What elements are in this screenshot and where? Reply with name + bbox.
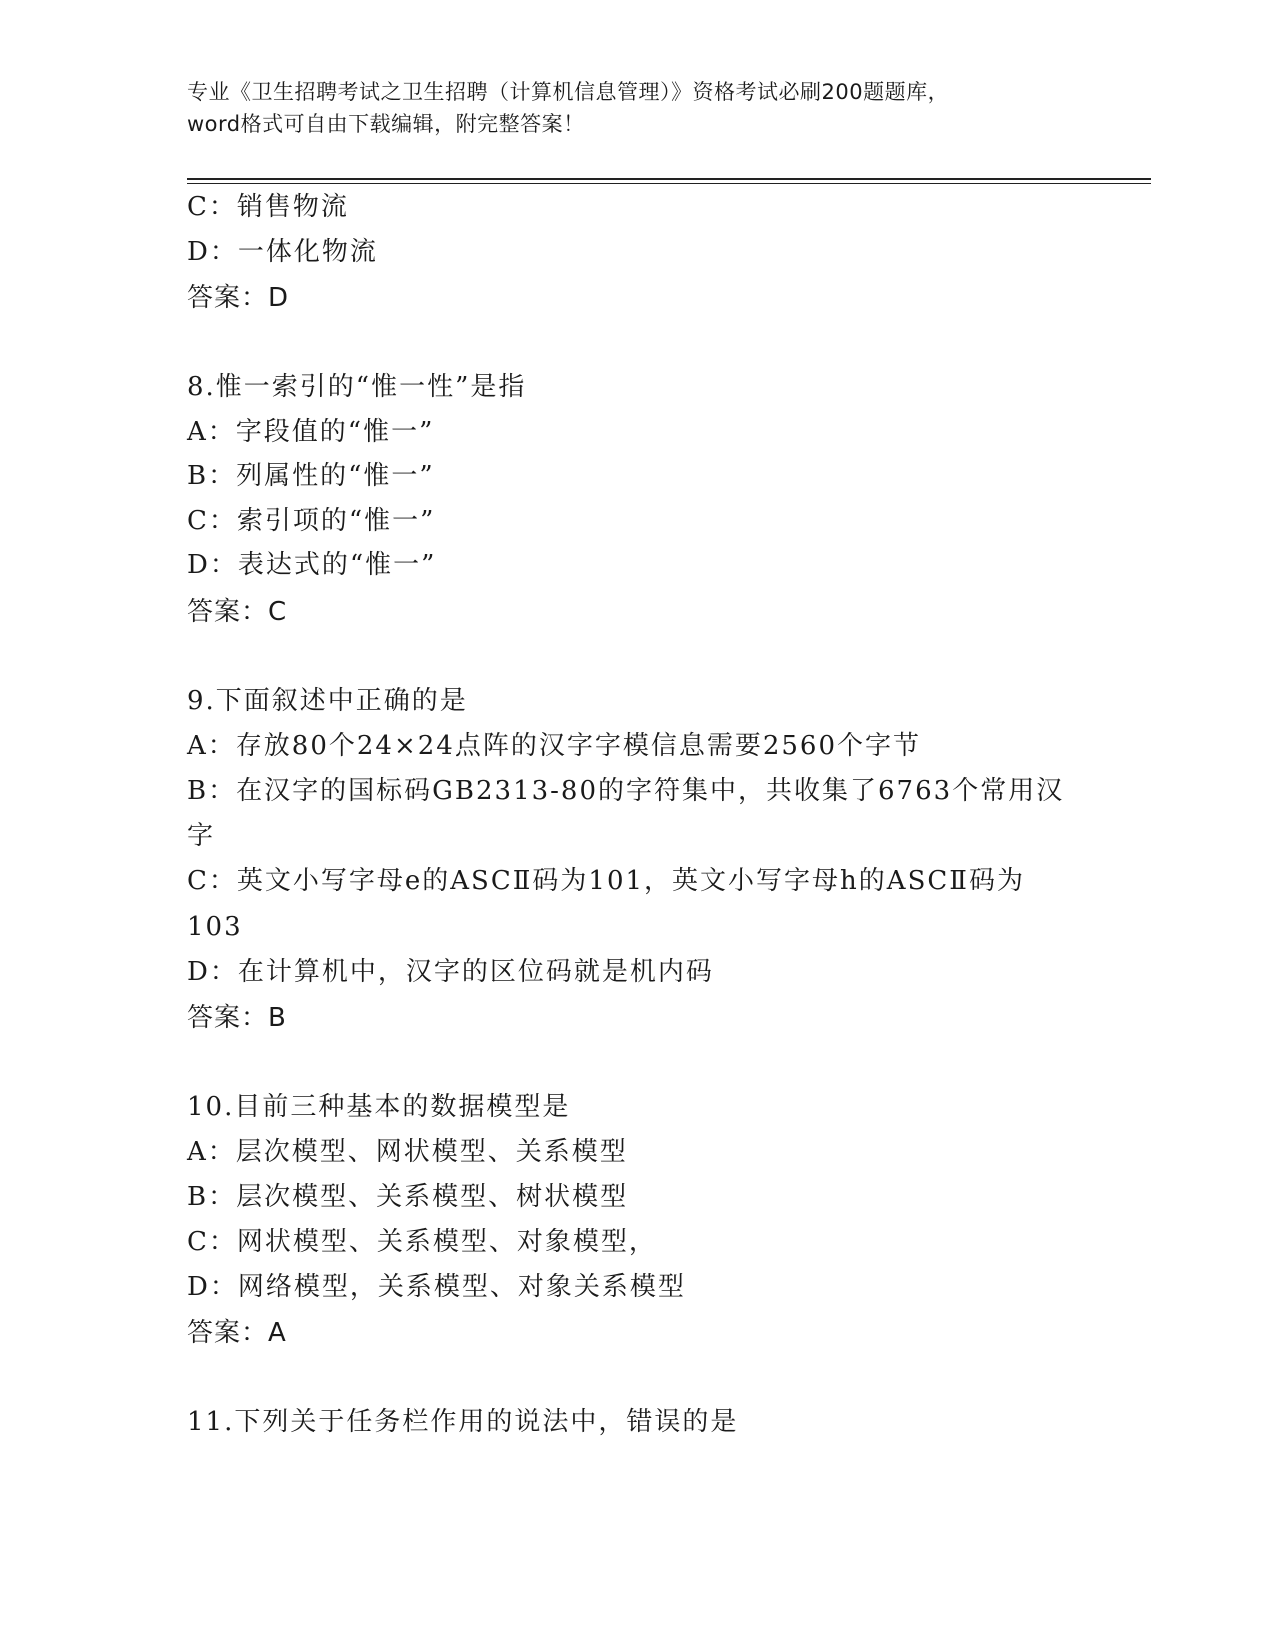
q8-option-d: D：表达式的“惟一”	[187, 550, 437, 580]
document-header	[187, 76, 1087, 140]
q7-answer: 答案：D	[187, 283, 290, 313]
q8-option-c: C：索引项的“惟一”	[187, 506, 436, 536]
q8-question: 8.惟一索引的“惟一性”是指	[187, 372, 527, 402]
q11-question: 11.下列关于任务栏作用的说法中，错误的是	[187, 1407, 739, 1437]
q10-option-c: C：网状模型、关系模型、对象模型，	[187, 1227, 657, 1257]
q10-option-a: A：层次模型、网状模型、关系模型	[187, 1137, 628, 1167]
q7-option-d: D：一体化物流	[187, 237, 378, 267]
q9-option-a: A：存放80个24×24点阵的汉字字模信息需要2560个字节	[187, 731, 921, 761]
q9-option-b-line-1: B：在汉字的国标码GB2313-80的字符集中，共收集了6763个常用汉	[187, 776, 1065, 806]
q10-question: 10.目前三种基本的数据模型是	[187, 1092, 571, 1122]
q9-option-c-line-1: C：英文小写字母e的ASCⅡ码为101，英文小写字母h的ASCⅡ码为	[187, 866, 1025, 896]
q10-option-d: D：网络模型，关系模型、对象关系模型	[187, 1272, 686, 1302]
q10-option-b: B：层次模型、关系模型、树状模型	[187, 1182, 629, 1212]
header-divider-thick	[187, 178, 1151, 180]
q9-option-c-line-2: 103	[187, 912, 243, 942]
q8-option-b: B：列属性的“惟一”	[187, 461, 435, 491]
q9-answer: 答案：B	[187, 1003, 287, 1033]
q10-answer: 答案：A	[187, 1318, 287, 1348]
header-line-2: word格式可自由下载编辑，附完整答案！	[187, 112, 585, 136]
header-line-1: 专业《卫生招聘考试之卫生招聘（计算机信息管理）》资格考试必刷200题题库，	[187, 80, 950, 104]
q9-option-d: D：在计算机中，汉字的区位码就是机内码	[187, 957, 714, 987]
q9-question: 9.下面叙述中正确的是	[187, 686, 468, 716]
q8-answer: 答案：C	[187, 597, 288, 627]
q8-option-a: A：字段值的“惟一”	[187, 417, 435, 447]
header-divider-thin	[187, 183, 1151, 184]
q7-option-c: C：销售物流	[187, 192, 349, 222]
q9-option-b-line-2: 字	[187, 821, 216, 851]
